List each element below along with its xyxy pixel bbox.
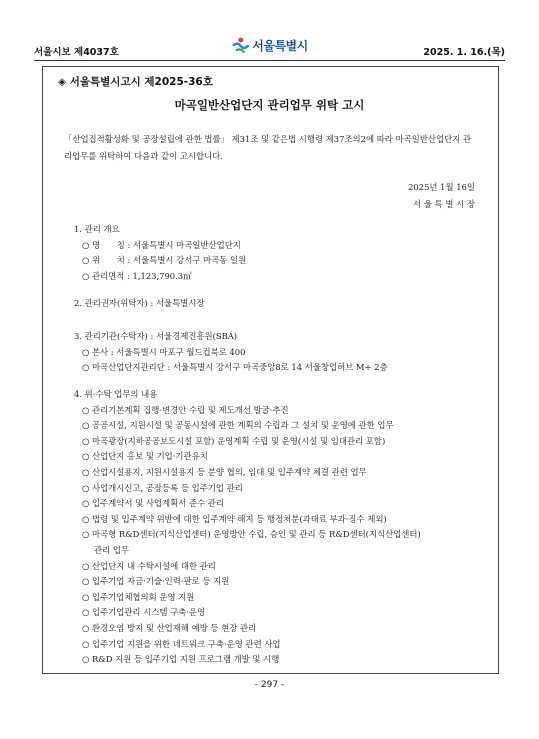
seoul-emblem-icon — [231, 36, 249, 54]
list-item: ○ 관리면적 : 1,123,790.3㎡ — [82, 270, 192, 281]
notice-number: ◈ 서울특별시고시 제2025-36호 — [58, 76, 213, 88]
list-item: ○ 입주기업관리 시스템 구축·운영 — [82, 607, 206, 618]
section-2 — [74, 296, 494, 312]
list-item: ○ 산업단지 내 수탁시설에 대한 관리 — [82, 560, 216, 571]
section-3 — [74, 329, 494, 376]
list-item-continuation: 관리 업무 — [94, 544, 130, 555]
list-item: ○ 입주기업 지원을 위한 네트워크 구축·운영 관련 사업 — [82, 638, 281, 649]
section-1-heading: 1. 관리 개요 — [74, 224, 120, 234]
bulletin-date: 2025. 1. 16.(목) — [423, 47, 505, 58]
seoul-logo — [231, 36, 307, 54]
section-2-heading: 2. 관리권자(위탁자) : 서울특별시장 — [74, 298, 205, 308]
intro-text: 「산업집적활성화 및 공장설립에 관한 법률」 제31조 및 같은법 시행령 제37조의2에 따라 마곡일반산업단지 관리업무를 위탁하여 다음과 같이 고시합니다. — [64, 134, 472, 161]
notice-intro — [64, 131, 474, 165]
list-item: ○ 공공시설, 지원시설 및 공동시설에 관한 계획의 수립과 그 설치 및 운영에 관한 업무 — [82, 420, 394, 431]
list-item: ○ 본사 : 서울특별시 마포구 월드컵북로 400 — [82, 346, 246, 357]
list-item: ○ 관리기본계획 집행·변경안 수립 및 제도개선 발굴·추진 — [82, 404, 289, 415]
list-item: ○ 명 칭 : 서울특별시 마곡일반산업단지 — [82, 239, 241, 250]
list-item: ○ 환경오염 방지 및 산업재해 예방 등 현장 관리 — [82, 622, 257, 633]
list-item: ○ 입주계약서 및 사업계획서 준수 관리 — [82, 498, 224, 509]
notice-title: 마곡일반산업단지 관리업무 위탁 고시 — [174, 98, 365, 112]
notice-signature — [408, 179, 475, 213]
page-header — [34, 38, 505, 60]
notice-date: 2025년 1월 16일 — [408, 182, 475, 192]
list-item: ○ 법령 및 입주계약 위반에 대한 입주계약 해지 등 행정처분(과태료 부과·징수 제외) — [82, 513, 387, 524]
section-1 — [74, 222, 494, 284]
list-item: ○ 마곡산업단지관리단 : 서울특별시 강서구 마곡중앙8로 14 서울창업허브 M+ 2층 — [82, 362, 388, 373]
section-4 — [74, 387, 494, 668]
list-item: ○ R&D 지원 등 입주기업 지원 프로그램 개발 및 시행 — [82, 654, 280, 665]
section-4-heading: 4. 위·수탁 업무의 내용 — [74, 389, 158, 399]
page-number: - 297 - — [254, 680, 285, 690]
list-item: ○ 마곡형 R&D센터(지식산업센터) 운영방안 수립, 승인 및 관리 등 R&D센터(지식산업센터) — [82, 529, 421, 540]
list-item: ○ 입주기업체협의회 운영 지원 — [82, 591, 195, 602]
section-3-heading: 3. 관리기관(수탁자) : 서울경제진흥원(SBA) — [74, 331, 238, 341]
list-item: ○ 위 치 : 서울특별시 강서구 마곡동 일원 — [82, 255, 247, 266]
list-item: ○ 사업개시신고, 공장등록 등 입주기업 관리 — [82, 482, 243, 493]
list-item: ○ 산업시설용지, 지원시설용지 등 분양 협의, 임대 및 입주계약 체결 관련 업무 — [82, 466, 367, 477]
notice-issuer: 서 울 특 별 시 장 — [413, 199, 475, 209]
logo-text: 서울특별시 — [252, 38, 308, 53]
header-rule — [34, 60, 505, 61]
list-item: ○ 마곡광장(지하공공보도시설 포함) 운영계획 수립 및 운영(시설 및 임대관리 포함) — [82, 435, 386, 446]
list-item: ○ 입주기업 자금·기술·인력·판로 등 지원 — [82, 576, 230, 587]
list-item: ○ 산업단지 홍보 및 기업·기관유치 — [82, 451, 208, 462]
bulletin-issue: 서울시보 제4037호 — [34, 47, 119, 58]
